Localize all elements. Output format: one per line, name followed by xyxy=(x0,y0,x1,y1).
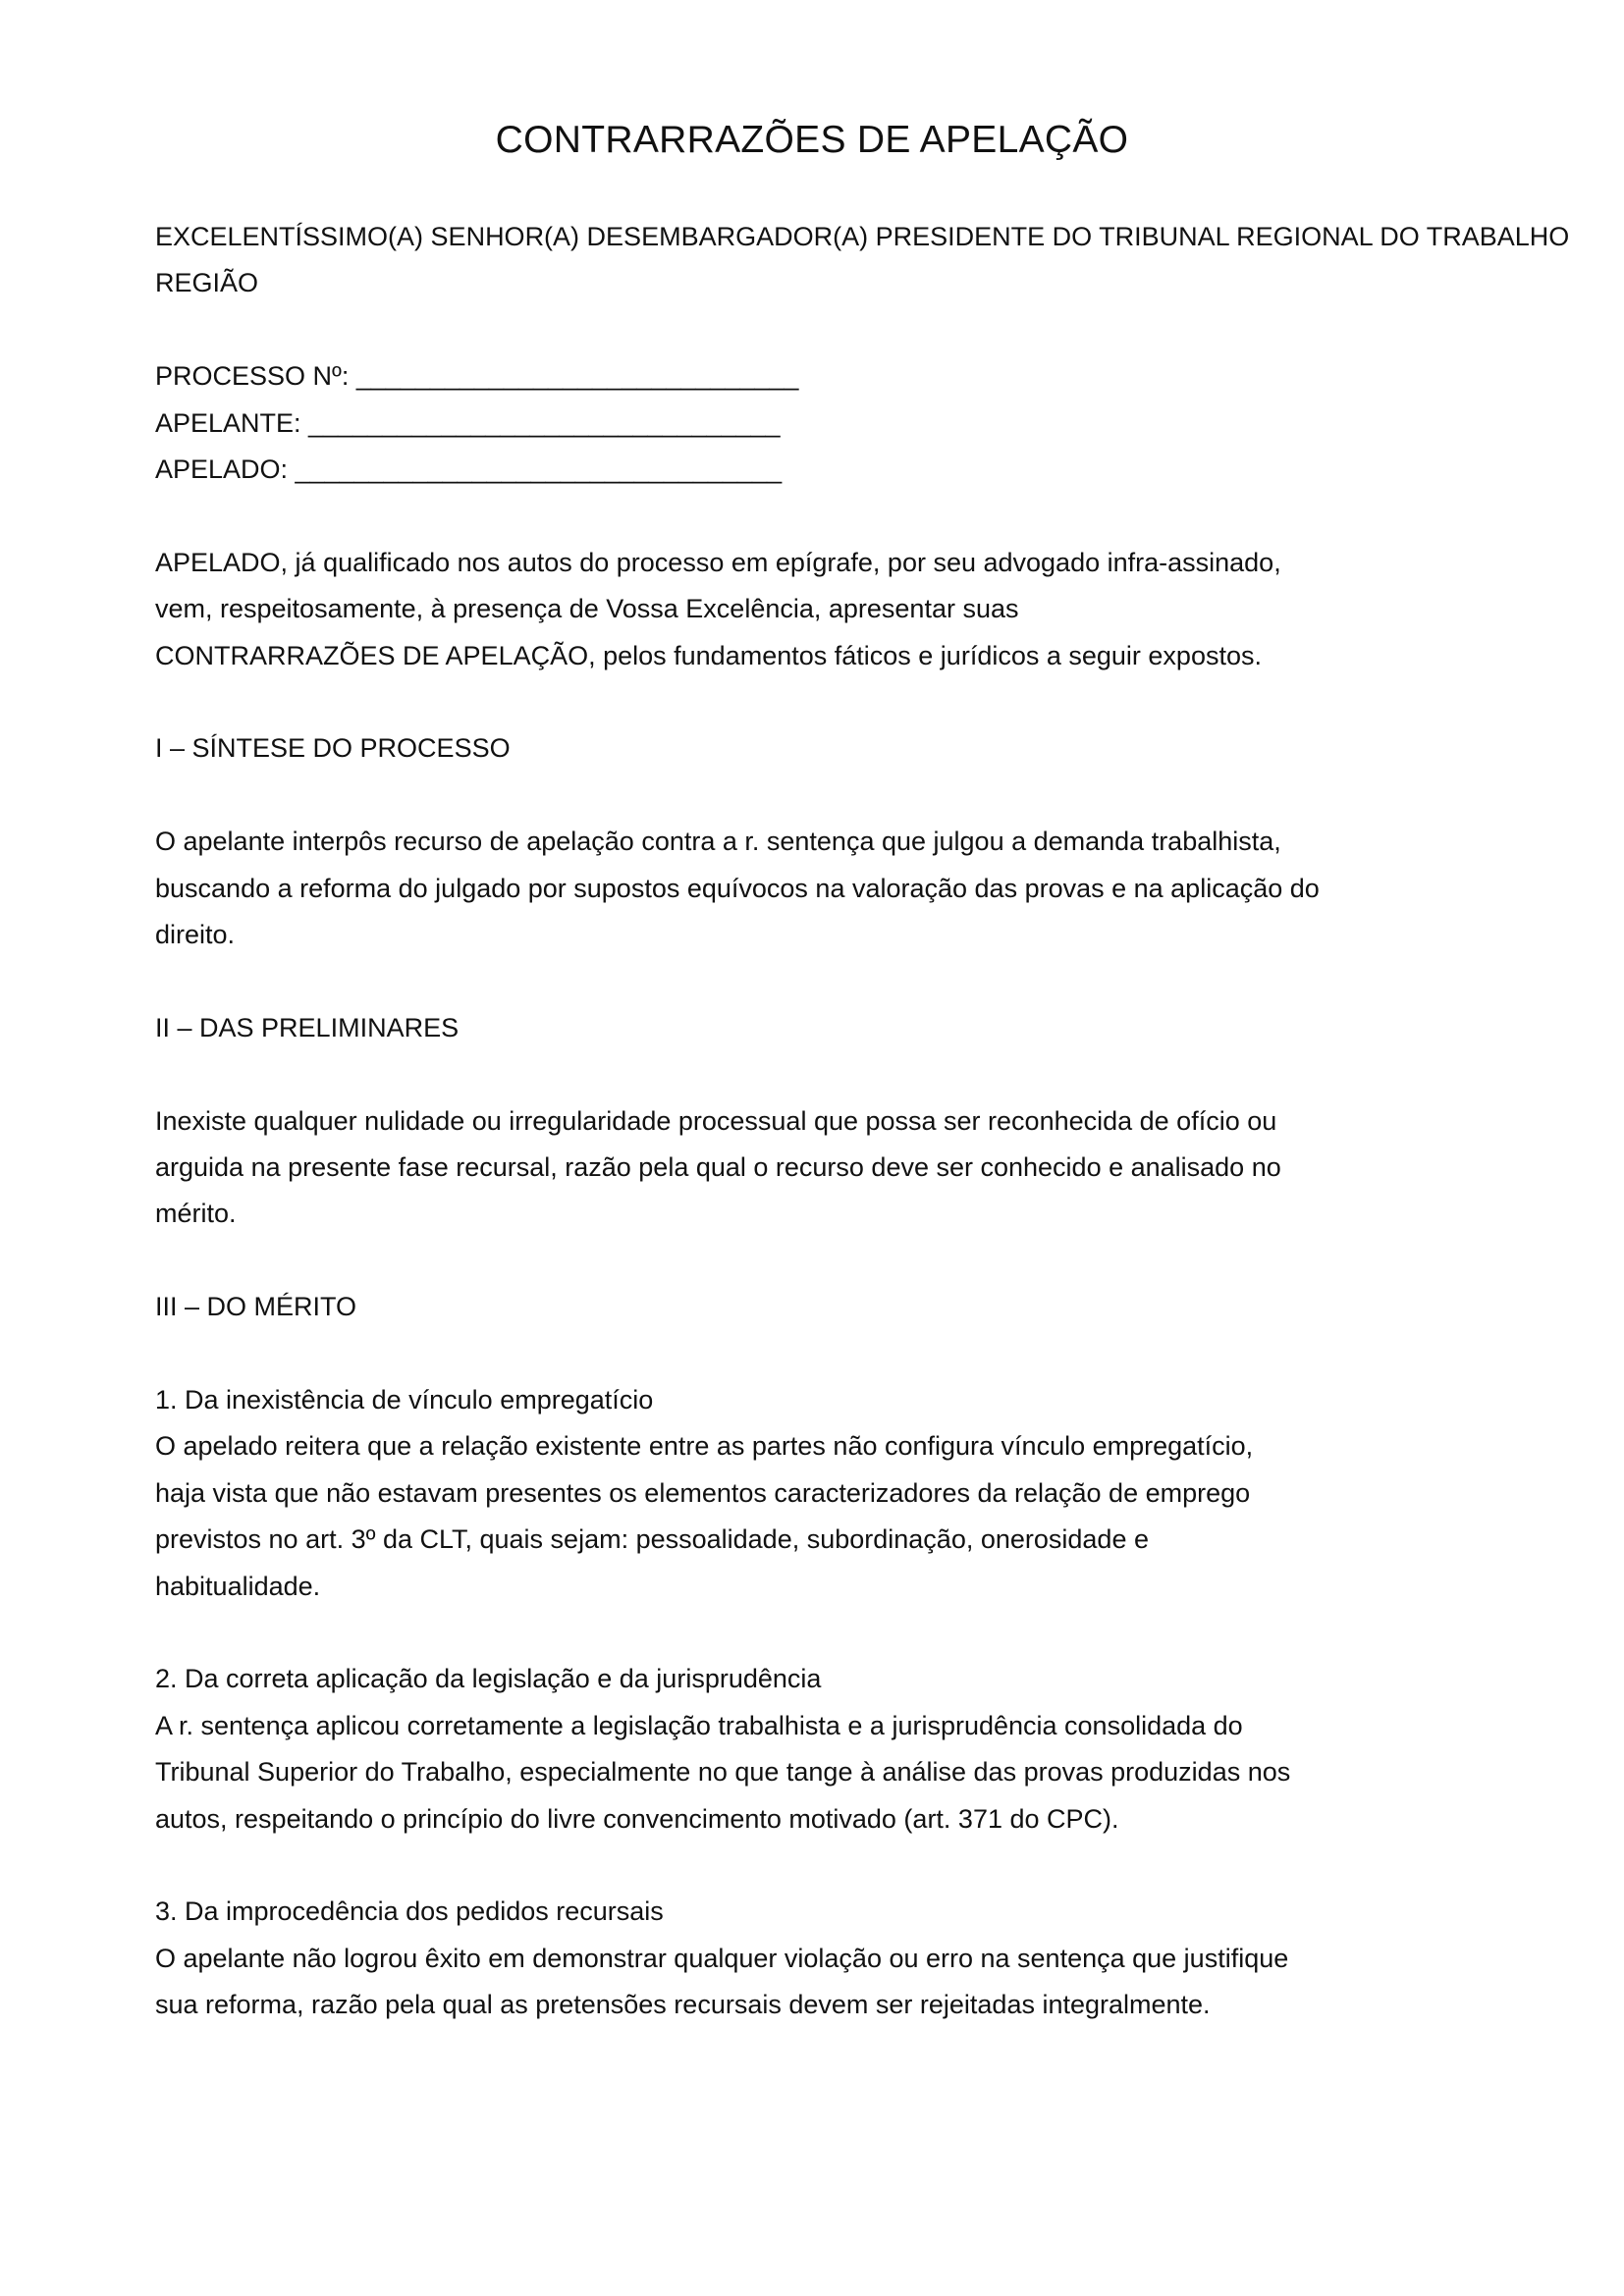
paragraph-line: previstos no art. 3º da CLT, quais sejam: pessoalidade, subordinação, onerosidade e xyxy=(155,1524,1149,1555)
section2-paragraph xyxy=(155,1098,1569,1238)
paragraph-line: O apelado reitera que a relação existente entre as partes não configura vínculo empregatício, xyxy=(155,1431,1254,1462)
case-fields xyxy=(155,353,1569,493)
paragraph-line: habitualidade. xyxy=(155,1571,321,1601)
item-heading: 3. Da improcedência dos pedidos recursais xyxy=(155,1896,664,1927)
paragraph-line: Inexiste qualquer nulidade ou irregularidade processual que possa ser reconhecida de ofício ou xyxy=(155,1105,1277,1136)
addressee-line: REGIÃO xyxy=(155,268,259,298)
addressee xyxy=(155,214,1624,307)
document-title: CONTRARRAZÕES DE APELAÇÃO xyxy=(495,119,1129,161)
paragraph-line: arguida na presente fase recursal, razão pela qual o recurso deve ser conhecido e analisado no xyxy=(155,1152,1281,1183)
item-heading: 2. Da correta aplicação da legislação e da jurisprudência xyxy=(155,1664,822,1694)
paragraph-line: vem, respeitosamente, à presença de Vossa Excelência, apresentar suas xyxy=(155,594,1019,624)
apelado-field: APELADO: _________________________________ xyxy=(155,454,783,485)
paragraph-line: autos, respeitando o princípio do livre convencimento motivado (art. 371 do CPC). xyxy=(155,1803,1119,1834)
paragraph-line: O apelante não logrou êxito em demonstrar qualquer violação ou erro na sentença que justifique xyxy=(155,1943,1289,1973)
paragraph-line: sua reforma, razão pela qual as pretensões recursais devem ser rejeitadas integralmente. xyxy=(155,1990,1211,2020)
merit-item-2 xyxy=(155,1656,1569,1842)
section-heading: II – DAS PRELIMINARES xyxy=(155,1012,460,1042)
item-heading: 1. Da inexistência de vínculo empregatício xyxy=(155,1385,654,1415)
merit-item-1 xyxy=(155,1377,1569,1610)
paragraph-line: APELADO, já qualificado nos autos do processo em epígrafe, por seu advogado infra-assinado, xyxy=(155,547,1281,577)
apelante-field: APELANTE: ________________________________ xyxy=(155,407,781,438)
paragraph-line: direito. xyxy=(155,920,236,950)
document-body xyxy=(155,214,1569,2029)
paragraph-line: buscando a reforma do julgado por supostos equívocos na valoração das provas e na aplicação do xyxy=(155,873,1320,903)
section1-paragraph xyxy=(155,819,1569,958)
paragraph-line: mérito. xyxy=(155,1199,237,1229)
paragraph-line: A r. sentença aplicou corretamente a legislação trabalhista e a jurisprudência consolidada do xyxy=(155,1710,1243,1740)
section-heading: III – DO MÉRITO xyxy=(155,1292,357,1322)
paragraph-line: O apelante interpôs recurso de apelação contra a r. sentença que julgou a demanda trabalhista, xyxy=(155,827,1281,857)
intro-paragraph xyxy=(155,540,1569,679)
section-heading: I – SÍNTESE DO PROCESSO xyxy=(155,733,511,764)
merit-item-3 xyxy=(155,1889,1569,2028)
addressee-line: EXCELENTÍSSIMO(A) SENHOR(A) DESEMBARGADOR(A) PRESIDENTE DO TRIBUNAL REGIONAL DO TRABALHO xyxy=(155,222,1570,251)
paragraph-line: haja vista que não estavam presentes os elementos caracterizadores da relação de emprego xyxy=(155,1477,1251,1508)
paragraph-line: Tribunal Superior do Trabalho, especialmente no que tange à análise das provas produzidas nos xyxy=(155,1757,1291,1788)
paragraph-line: CONTRARRAZÕES DE APELAÇÃO, pelos fundamentos fáticos e jurídicos a seguir expostos. xyxy=(155,640,1262,670)
processo-field: PROCESSO Nº: ______________________________ xyxy=(155,361,799,392)
